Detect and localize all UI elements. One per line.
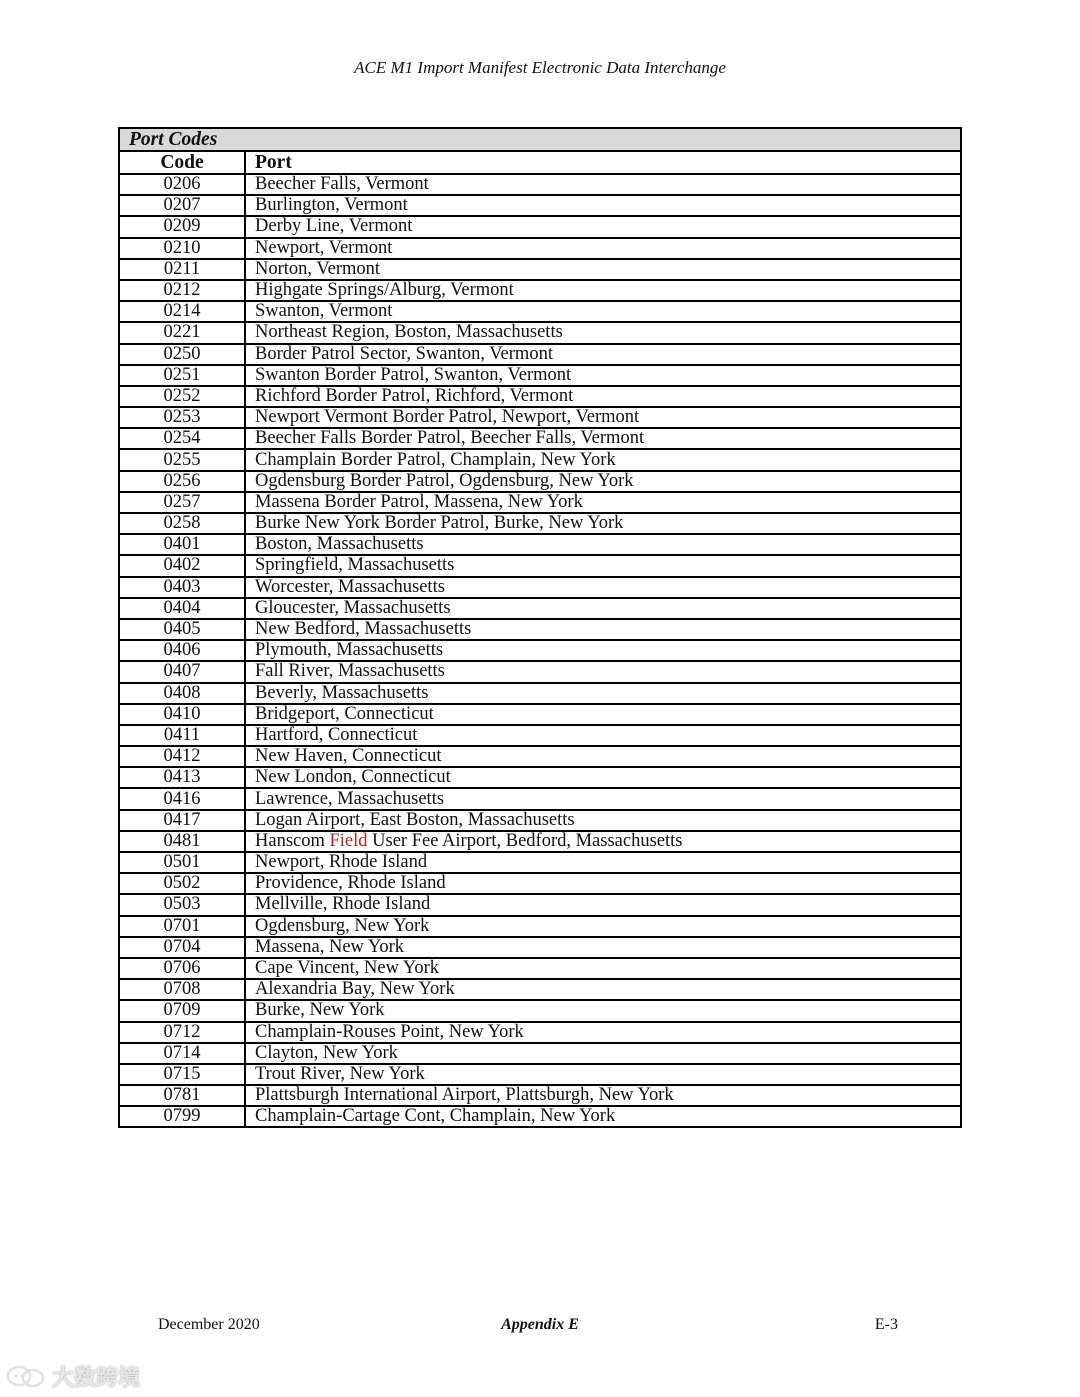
table-row xyxy=(119,513,961,534)
table-row xyxy=(119,1064,961,1085)
port-code-cell: 0701 xyxy=(119,916,245,937)
table-row xyxy=(119,894,961,915)
table-row xyxy=(119,725,961,746)
table-row xyxy=(119,937,961,958)
port-code-cell: 0712 xyxy=(119,1022,245,1043)
port-name-part: Hanscom xyxy=(255,830,330,851)
table-row xyxy=(119,280,961,301)
port-name-cell: Massena, New York xyxy=(245,937,961,958)
port-code-cell: 0257 xyxy=(119,492,245,513)
port-name-cell: Champlain Border Patrol, Champlain, New York xyxy=(245,449,961,470)
port-code-cell: 0413 xyxy=(119,767,245,788)
port-name-cell: Champlain-Rouses Point, New York xyxy=(245,1022,961,1043)
table-row xyxy=(119,492,961,513)
port-code-cell: 0411 xyxy=(119,725,245,746)
table-row xyxy=(119,1085,961,1106)
table-row xyxy=(119,216,961,237)
port-name-cell: Bridgeport, Connecticut xyxy=(245,704,961,725)
port-code-cell: 0408 xyxy=(119,683,245,704)
port-code-cell: 0210 xyxy=(119,238,245,259)
footer-section: Appendix E xyxy=(501,1316,579,1333)
table-row xyxy=(119,301,961,322)
port-code-cell: 0709 xyxy=(119,1000,245,1021)
port-name-cell: Newport, Vermont xyxy=(245,238,961,259)
port-name-part: User Fee Airport, Bedford, Massachusetts xyxy=(367,830,683,851)
table-row xyxy=(119,1043,961,1064)
port-name-highlight: Field xyxy=(329,830,368,851)
port-code-cell: 0212 xyxy=(119,280,245,301)
port-name-cell: Derby Line, Vermont xyxy=(245,216,961,237)
port-name-cell: Gloucester, Massachusetts xyxy=(245,598,961,619)
port-name-cell: Burke, New York xyxy=(245,1000,961,1021)
port-code-cell: 0501 xyxy=(119,852,245,873)
port-name-cell: Plattsburgh International Airport, Plattsburgh, New York xyxy=(245,1085,961,1106)
port-code-cell: 0799 xyxy=(119,1106,245,1127)
port-name-cell: Massena Border Patrol, Massena, New York xyxy=(245,492,961,513)
table-row xyxy=(119,979,961,1000)
port-code-cell: 0502 xyxy=(119,873,245,894)
port-name-cell: Logan Airport, East Boston, Massachusetts xyxy=(245,810,961,831)
port-name-cell: New Bedford, Massachusetts xyxy=(245,619,961,640)
port-name-cell: Swanton, Vermont xyxy=(245,301,961,322)
port-code-cell: 0416 xyxy=(119,788,245,809)
port-code-cell: 0481 xyxy=(119,831,245,852)
table-title-row xyxy=(119,128,961,151)
table-row xyxy=(119,555,961,576)
table-row xyxy=(119,788,961,809)
port-name-cell: Richford Border Patrol, Richford, Vermont xyxy=(245,386,961,407)
table-row xyxy=(119,767,961,788)
footer-date: December 2020 xyxy=(158,1316,260,1333)
port-code-cell: 0258 xyxy=(119,513,245,534)
port-code-cell: 0704 xyxy=(119,937,245,958)
port-code-cell: 0714 xyxy=(119,1043,245,1064)
footer-page-number: E-3 xyxy=(874,1316,898,1333)
port-code-cell: 0503 xyxy=(119,894,245,915)
port-name-cell: Worcester, Massachusetts xyxy=(245,577,961,598)
port-code-cell: 0407 xyxy=(119,661,245,682)
port-code-cell: 0256 xyxy=(119,471,245,492)
table-row xyxy=(119,577,961,598)
port-name-cell: Ogdensburg, New York xyxy=(245,916,961,937)
port-code-cell: 0404 xyxy=(119,598,245,619)
table-row xyxy=(119,598,961,619)
port-code-cell: 0206 xyxy=(119,174,245,195)
port-code-cell: 0403 xyxy=(119,577,245,598)
port-name-cell: Providence, Rhode Island xyxy=(245,873,961,894)
port-code-cell: 0410 xyxy=(119,704,245,725)
port-code-cell: 0412 xyxy=(119,746,245,767)
table-row xyxy=(119,704,961,725)
port-name-cell: Alexandria Bay, New York xyxy=(245,979,961,1000)
table-row xyxy=(119,852,961,873)
port-name-cell: Beecher Falls Border Patrol, Beecher Falls, Vermont xyxy=(245,428,961,449)
port-code-cell: 0221 xyxy=(119,322,245,343)
port-name-cell: Springfield, Massachusetts xyxy=(245,555,961,576)
port-name-cell: Burke New York Border Patrol, Burke, New York xyxy=(245,513,961,534)
port-code-cell: 0214 xyxy=(119,301,245,322)
port-name-cell: Cape Vincent, New York xyxy=(245,958,961,979)
port-code-cell: 0250 xyxy=(119,344,245,365)
port-name-cell: Champlain-Cartage Cont, Champlain, New York xyxy=(245,1106,961,1127)
table-row xyxy=(119,619,961,640)
table-row xyxy=(119,873,961,894)
table-title: Port Codes xyxy=(119,128,961,151)
table-row xyxy=(119,661,961,682)
port-code-cell: 0406 xyxy=(119,640,245,661)
port-code-cell: 0708 xyxy=(119,979,245,1000)
port-code-cell: 0252 xyxy=(119,386,245,407)
table-row xyxy=(119,831,961,852)
table-row xyxy=(119,958,961,979)
chat-bubbles-logo-icon xyxy=(6,1364,46,1390)
table-row xyxy=(119,916,961,937)
table-row xyxy=(119,1022,961,1043)
table-row xyxy=(119,471,961,492)
table-row xyxy=(119,640,961,661)
port-name-cell: Boston, Massachusetts xyxy=(245,534,961,555)
port-code-cell: 0209 xyxy=(119,216,245,237)
table-row xyxy=(119,259,961,280)
watermark xyxy=(6,1361,140,1392)
table-row xyxy=(119,238,961,259)
port-code-cell: 0254 xyxy=(119,428,245,449)
column-header-code: Code xyxy=(119,151,245,174)
watermark-text: 大数跨境 xyxy=(52,1366,141,1391)
port-name-cell: Beverly, Massachusetts xyxy=(245,683,961,704)
port-name-cell: Swanton Border Patrol, Swanton, Vermont xyxy=(245,365,961,386)
port-name-cell: Hartford, Connecticut xyxy=(245,725,961,746)
port-codes-table xyxy=(118,127,962,1128)
document-header-title: ACE M1 Import Manifest Electronic Data Interchange xyxy=(354,58,726,77)
table-row xyxy=(119,534,961,555)
table-row xyxy=(119,1106,961,1127)
port-code-cell: 0405 xyxy=(119,619,245,640)
port-name-cell: Highgate Springs/Alburg, Vermont xyxy=(245,280,961,301)
port-code-cell: 0706 xyxy=(119,958,245,979)
table-row xyxy=(119,174,961,195)
port-name-cell: Newport Vermont Border Patrol, Newport, Vermont xyxy=(245,407,961,428)
port-name-cell: Beecher Falls, Vermont xyxy=(245,174,961,195)
column-header-port: Port xyxy=(245,151,961,174)
table-row xyxy=(119,322,961,343)
port-code-cell: 0781 xyxy=(119,1085,245,1106)
table-row xyxy=(119,195,961,216)
port-name-cell: Fall River, Massachusetts xyxy=(245,661,961,682)
port-name-cell: Northeast Region, Boston, Massachusetts xyxy=(245,322,961,343)
port-name-cell xyxy=(245,831,961,852)
table-row xyxy=(119,386,961,407)
port-name-cell: New Haven, Connecticut xyxy=(245,746,961,767)
table-row xyxy=(119,683,961,704)
port-name-cell: Border Patrol Sector, Swanton, Vermont xyxy=(245,344,961,365)
port-code-cell: 0402 xyxy=(119,555,245,576)
port-name-cell: Plymouth, Massachusetts xyxy=(245,640,961,661)
table-header-row xyxy=(119,151,961,174)
port-name-cell: Clayton, New York xyxy=(245,1043,961,1064)
port-name-cell: Mellville, Rhode Island xyxy=(245,894,961,915)
port-code-cell: 0417 xyxy=(119,810,245,831)
port-name-cell: Ogdensburg Border Patrol, Ogdensburg, New York xyxy=(245,471,961,492)
table-row xyxy=(119,428,961,449)
port-name-cell: Newport, Rhode Island xyxy=(245,852,961,873)
port-code-cell: 0715 xyxy=(119,1064,245,1085)
table-row xyxy=(119,449,961,470)
port-name-cell: Trout River, New York xyxy=(245,1064,961,1085)
table-row xyxy=(119,810,961,831)
port-code-cell: 0251 xyxy=(119,365,245,386)
port-name-cell: New London, Connecticut xyxy=(245,767,961,788)
port-code-cell: 0207 xyxy=(119,195,245,216)
port-code-cell: 0253 xyxy=(119,407,245,428)
port-code-cell: 0255 xyxy=(119,449,245,470)
port-name-cell: Burlington, Vermont xyxy=(245,195,961,216)
table-row xyxy=(119,365,961,386)
table-row xyxy=(119,407,961,428)
port-code-cell: 0401 xyxy=(119,534,245,555)
table-row xyxy=(119,344,961,365)
table-row xyxy=(119,1000,961,1021)
table-row xyxy=(119,746,961,767)
port-name-cell: Lawrence, Massachusetts xyxy=(245,788,961,809)
port-name-cell: Norton, Vermont xyxy=(245,259,961,280)
port-code-cell: 0211 xyxy=(119,259,245,280)
